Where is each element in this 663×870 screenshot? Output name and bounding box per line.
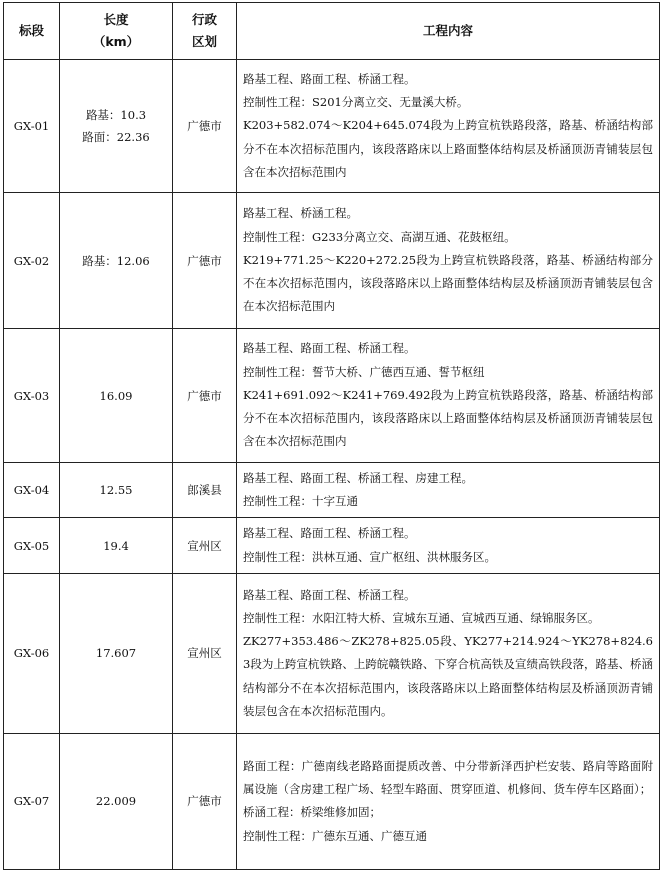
content-line: K203+582.074～K204+645.074段为上跨宣杭铁路段落，路基、桥涵结构部分不在本次招标范围内，该段落路床以上路面整体结构层及桥涵顶沥青铺装层包含在本次招标范围内 [243,118,653,179]
table-row [4,60,660,193]
header-content: 工程内容 [237,3,660,60]
bid-sections-table [3,2,660,870]
content-line: 路基工程、路面工程、桥涵工程。 [243,587,416,602]
length-value: 路面：22.36 [82,130,150,144]
content-line: 控制性工程：G233分离立交、高湖互通、花鼓枢纽。 [243,229,516,244]
length-cell [60,193,173,329]
length-value: 路基：12.06 [82,253,150,268]
header-length-line1: 长度 [103,12,129,27]
content-line: 控制性工程：十字互通 [243,494,358,509]
length-cell [60,60,173,193]
content-cell [237,463,660,518]
content-line: 控制性工程：水阳江特大桥、宣城东互通、宣城西互通、绿锦服务区。 [243,610,600,625]
content-line: 路基工程、路面工程、桥涵工程。 [243,71,416,86]
content-line: 路基工程、路面工程、桥涵工程。 [243,526,416,541]
header-region [173,3,237,60]
content-cell [237,733,660,869]
content-line: 控制性工程：S201分离立交、无量溪大桥。 [243,95,469,110]
content-line: 路基工程、路面工程、桥涵工程。 [243,341,416,356]
length-value: 19.4 [103,538,129,553]
section-cell: GX-07 [4,733,60,869]
table-row [4,463,660,518]
length-cell [60,518,173,573]
header-region-line1: 行政 [191,12,217,27]
content-line: 路基工程、路面工程、桥涵工程、房建工程。 [243,471,473,485]
length-cell [60,463,173,518]
table-row [4,733,660,869]
section-cell: GX-01 [4,60,60,193]
table-row [4,573,660,733]
length-value: 路基：10.3 [85,108,147,122]
section-cell: GX-04 [4,463,60,518]
region-cell: 宣州区 [173,518,237,573]
section-cell: GX-05 [4,518,60,573]
table-row [4,329,660,463]
content-line: 桥涵工程：桥梁维修加固； [243,805,381,820]
header-length-line2: （km） [92,34,140,49]
region-cell: 郎溪县 [173,463,237,518]
content-cell [237,573,660,733]
region-cell: 广德市 [173,733,237,869]
content-line: K241+691.092～K241+769.492段为上跨宣杭铁路段落，路基、桥涵结构部分不在本次招标范围内，该段落路床以上路面整体结构层及桥涵顶沥青铺装层包含在本次招标范围内 [243,387,653,449]
region-cell: 广德市 [173,329,237,463]
region-cell: 广德市 [173,193,237,329]
length-value: 22.009 [95,794,137,809]
content-line: 控制性工程：洪林互通、宣广枢纽、洪林服务区。 [243,549,496,564]
content-line: 控制性工程：誓节大桥、广德西互通、誓节枢纽 [243,364,485,379]
length-value: 12.55 [99,483,133,498]
content-line: 路面工程：广德南线老路路面提质改善、中分带新泽西护栏安装、路肩等路面附属设施（含房建工程广场、轻型车路面、贯穿匝道、机修间、货车停车区路面）； [243,758,653,797]
table-row [4,193,660,329]
content-cell [237,60,660,193]
content-cell [237,518,660,573]
section-cell: GX-02 [4,193,60,329]
content-line: K219+771.25～K220+272.25段为上跨宣杭铁路段落，路基、桥涵结构部分不在本次招标范围内，该段落路床以上路面整体结构层及桥涵顶沥青铺装层包含在本次招标范围内 [243,252,653,314]
region-cell: 广德市 [173,60,237,193]
header-region-line2: 区划 [191,34,217,49]
length-value: 17.607 [95,646,137,661]
length-cell [60,733,173,869]
header-row [4,3,660,60]
header-section: 标段 [4,3,60,60]
content-cell [237,193,660,329]
header-length [60,3,173,60]
content-line: ZK277+353.486～ZK278+825.05段、YK277+214.924～YK278+824.63段为上跨宣杭铁路、上跨皖赣铁路、下穿合杭高铁及宣绩高铁段落，路基、桥涵结构部分不在本次招标范围内，该段落路床以上路面整体结构层及桥涵顶沥青铺装层包含在本次招标范围内。 [243,634,653,718]
content-cell [237,329,660,463]
content-line: 控制性工程：广德东互通、广德互通 [243,828,427,843]
length-cell [60,573,173,733]
section-cell: GX-03 [4,329,60,463]
section-cell: GX-06 [4,573,60,733]
table-row [4,518,660,573]
region-cell: 宣州区 [173,573,237,733]
length-cell [60,329,173,463]
content-line: 路基工程、桥涵工程。 [243,206,358,221]
length-value: 16.09 [99,388,133,403]
